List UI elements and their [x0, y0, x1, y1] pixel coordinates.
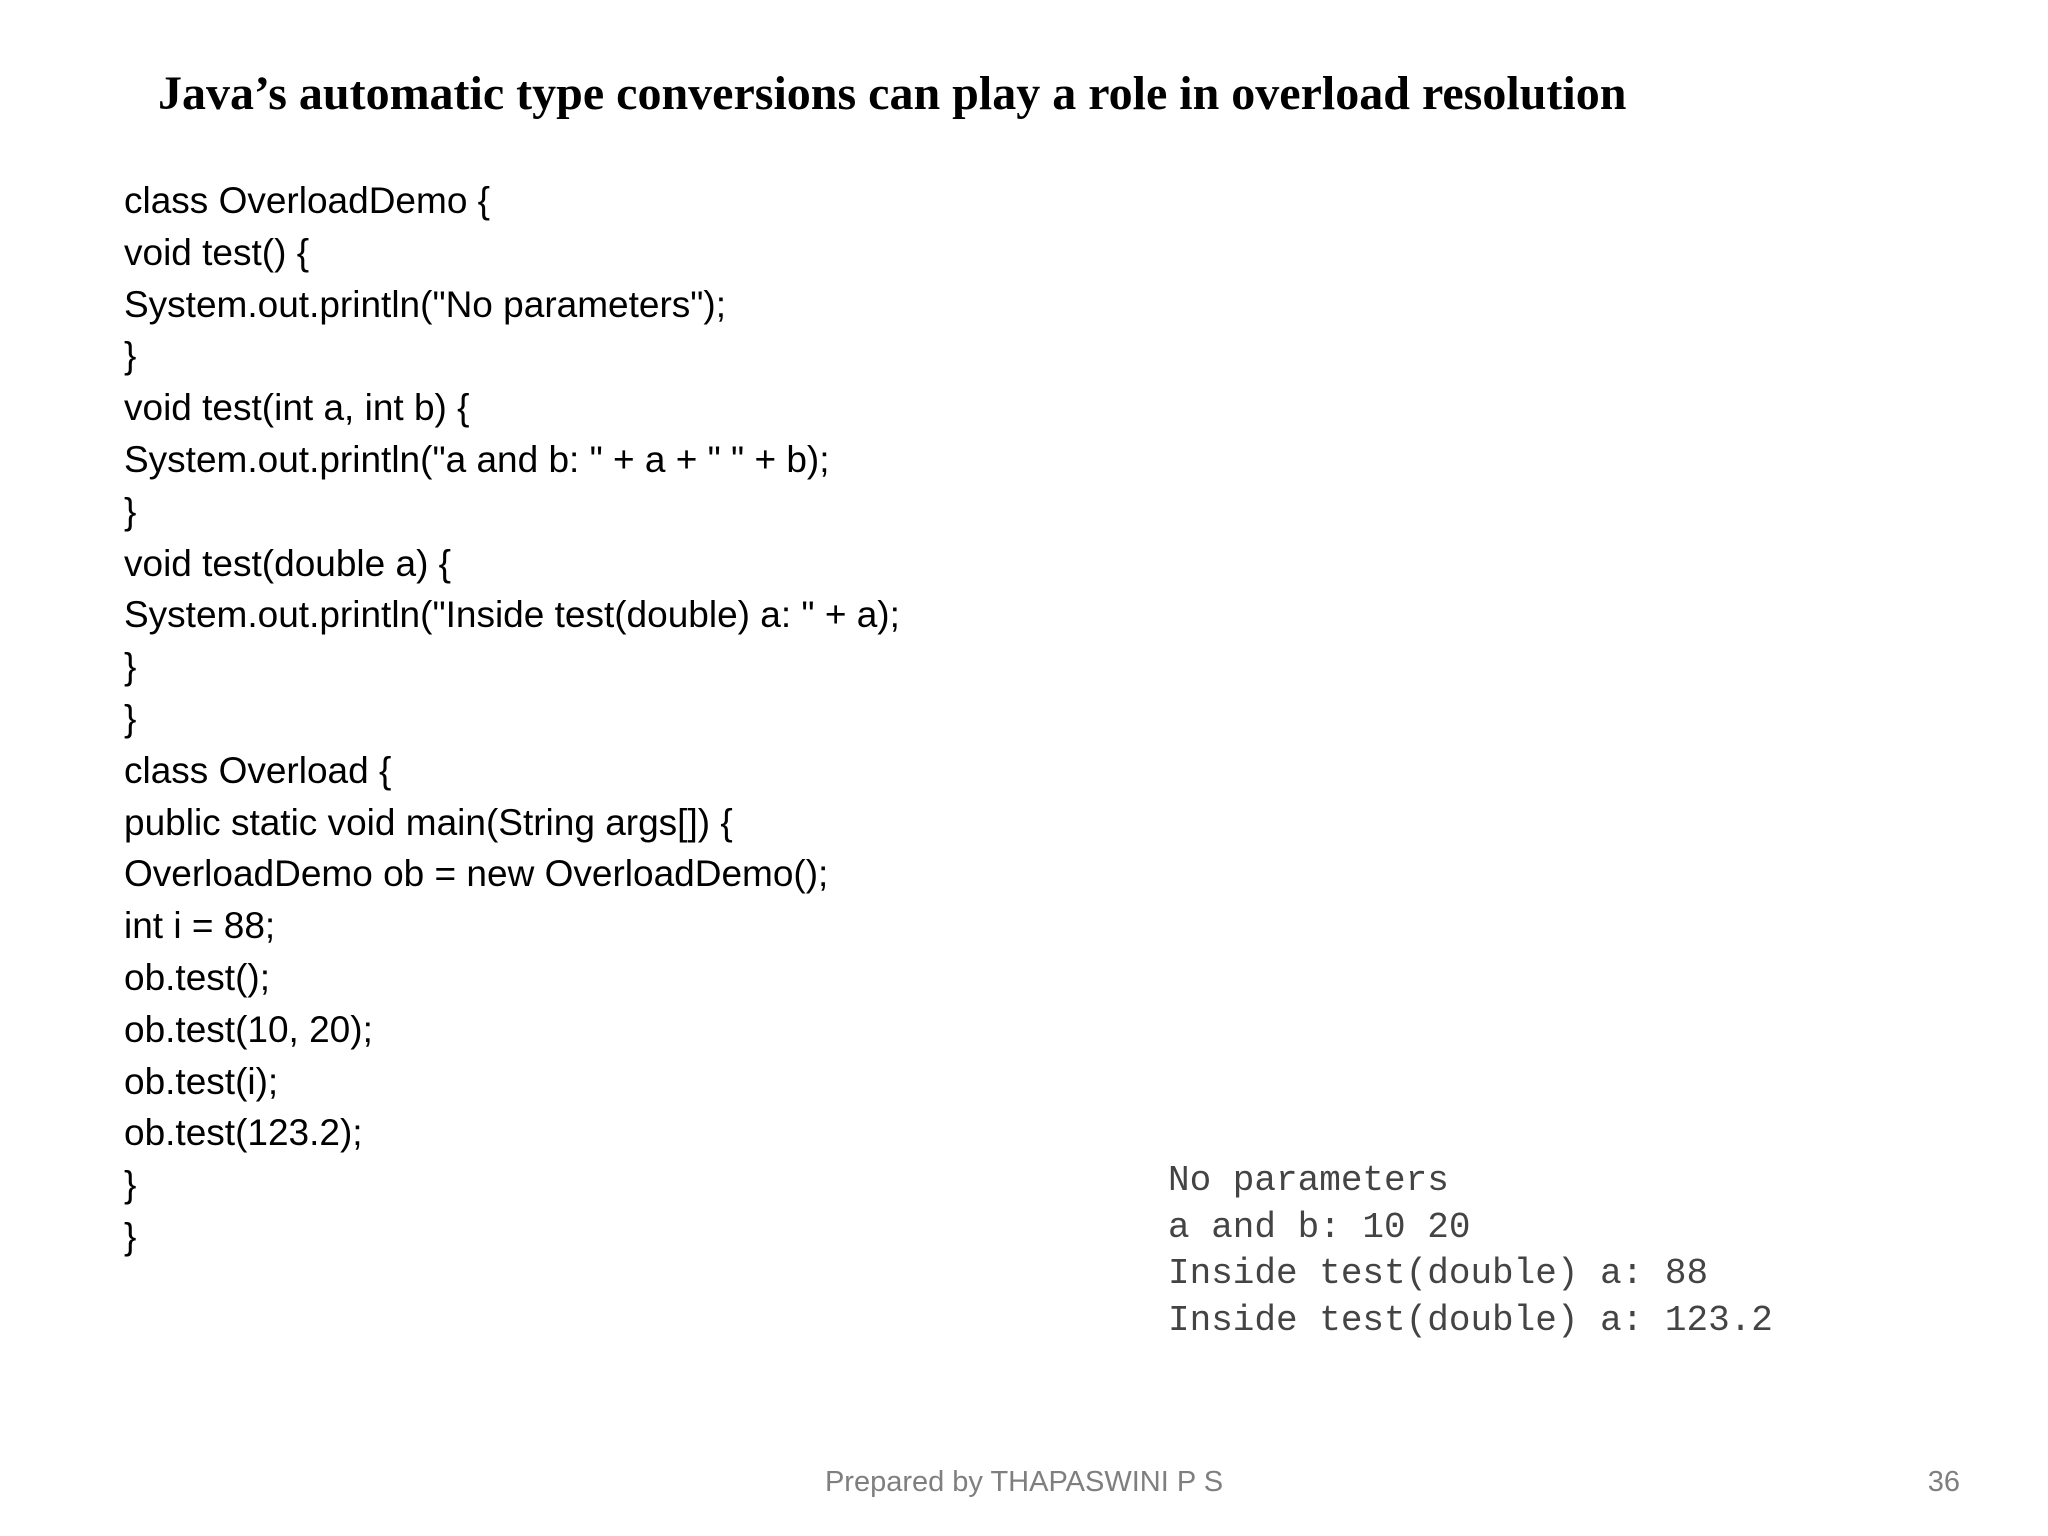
slide-title: Java’s automatic type conversions can play a role in overload resolution: [158, 67, 1627, 120]
code-line: }: [124, 646, 137, 688]
code-line: void test(int a, int b) {: [124, 387, 470, 429]
output-line: No parameters: [1168, 1160, 1449, 1201]
code-line: ob.test(123.2);: [124, 1112, 363, 1154]
output-line: Inside test(double) a: 123.2: [1168, 1299, 1773, 1341]
code-listing: [124, 175, 900, 1263]
code-line: public static void main(String args[]) {: [124, 801, 733, 843]
program-output: [1168, 1158, 1773, 1344]
code-line: }: [124, 697, 137, 739]
code-line: ob.test();: [124, 956, 270, 998]
output-line: a and b: 10 20: [1168, 1206, 1471, 1248]
code-line: }: [124, 1215, 137, 1257]
footer-author: Prepared by THAPASWINI P S: [824, 1466, 1224, 1498]
code-line: System.out.println("No parameters");: [124, 283, 727, 325]
code-line: int i = 88;: [124, 905, 276, 947]
code-line: class Overload {: [124, 749, 392, 791]
code-line: ob.test(i);: [124, 1060, 279, 1102]
code-line: class OverloadDemo {: [124, 180, 491, 221]
code-line: System.out.println("Inside test(double) a: " + a);: [124, 594, 900, 636]
page-number: 36: [1927, 1466, 1960, 1498]
code-line: }: [124, 490, 137, 532]
code-line: }: [124, 1164, 137, 1206]
output-line: Inside test(double) a: 88: [1168, 1253, 1709, 1294]
code-line: ob.test(10, 20);: [124, 1008, 373, 1050]
code-line: OverloadDemo ob = new OverloadDemo();: [124, 853, 829, 895]
code-line: void test(double a) {: [124, 542, 452, 584]
code-line: }: [124, 335, 137, 377]
code-line: System.out.println("a and b: " + a + " " + b);: [124, 438, 830, 480]
code-line: void test() {: [124, 231, 310, 273]
